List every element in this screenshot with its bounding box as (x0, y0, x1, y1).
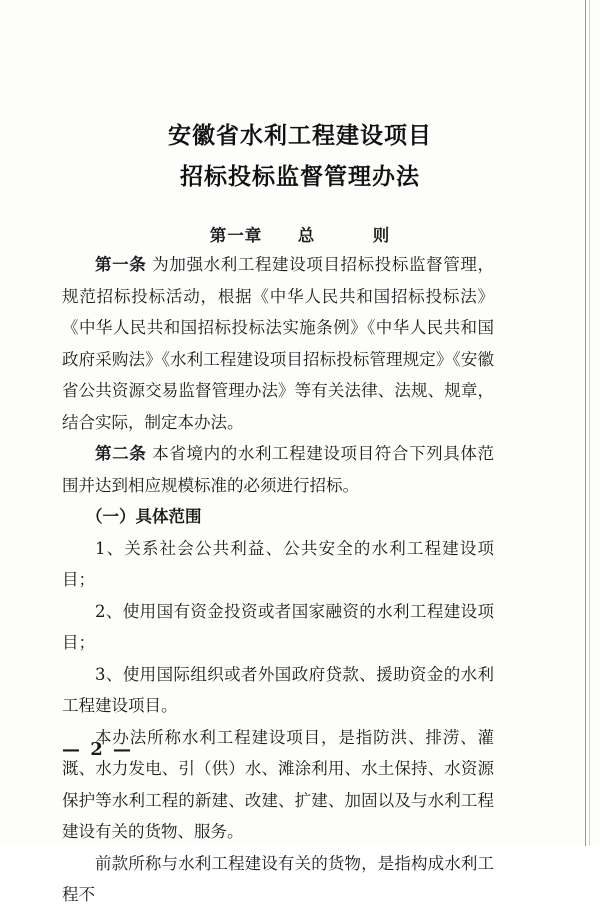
scope-heading: （一）具体范围 (86, 507, 202, 526)
definition-paragraph: 本办法所称水利工程建设项目，是指防洪、排涝、灌溉、水力发电、引（供）水、滩涂利用、水土保持、水资源保护等水利工程的新建、改建、扩建、加固以及与水利工程建设有关的货物、服务。 (62, 727, 494, 841)
document-title-line-1: 安徽省水利工程建设项目 (168, 122, 432, 149)
article-1-label: 第一条 (95, 255, 147, 274)
chapter-title-char-2: 则 (372, 226, 391, 245)
scope-item-2: 2、使用国有资金投资或者国家融资的水利工程建设项目； (62, 601, 494, 652)
chapter-heading (0, 222, 600, 246)
article-1-text: 为加强水利工程建设项目招标投标监督管理，规范招标投标活动，根据《中华人民共和国招标投标法》《中华人民共和国招标投标法实施条例》《中华人民共和国政府采购法》《水利工程建设项目招标投标管理规定》《安徽省公共资源交易监督管理办法》等有关法律、法规、规章，结合实际，制定本办法。 (62, 255, 494, 432)
article-2-text: 本省境内的水利工程建设项目符合下列具体范围并达到相应规模标准的必须进行招标。 (62, 444, 494, 495)
goods-paragraph: 前款所称与水利工程建设有关的货物，是指构成水利工程不 (62, 853, 494, 904)
document-title-line-2: 招标投标监督管理办法 (180, 163, 420, 190)
article-2-label: 第二条 (95, 444, 147, 463)
scope-item-1: 1、关系社会公共利益、公共安全的水利工程建设项目； (62, 538, 494, 589)
article-2 (62, 438, 494, 501)
chapter-number: 第一章 (209, 226, 263, 245)
chapter-title-char-1: 总 (297, 226, 316, 245)
page-number: — 2 — (62, 739, 134, 760)
article-1 (62, 249, 494, 438)
scope-item-3: 3、使用国际组织或者外国政府贷款、援助资金的水利工程建设项目。 (62, 664, 494, 715)
document-body (62, 249, 494, 911)
